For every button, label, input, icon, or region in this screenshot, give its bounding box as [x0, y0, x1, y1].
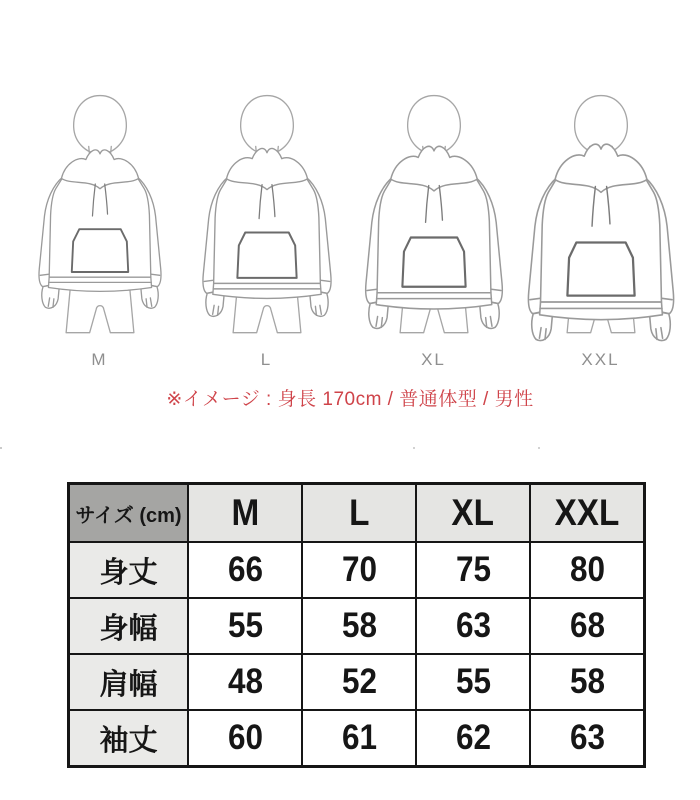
size-table-header-row [69, 484, 645, 543]
cell-body-length-xxl [530, 542, 645, 598]
figure-size-label: M [91, 350, 108, 369]
cell-value: 60 [227, 718, 263, 757]
cell-shoulder-width-l [302, 654, 416, 710]
cell-value: 63 [455, 606, 491, 645]
size-table-col-xl [416, 484, 530, 543]
figure-size-label: XL [421, 350, 446, 369]
hoodie-figure-l [183, 84, 350, 370]
cell-sleeve-length-m [188, 710, 302, 767]
table-row-body-length [69, 542, 645, 598]
cell-value: 55 [455, 662, 491, 701]
cell-value: 48 [227, 662, 263, 701]
col-label: M [231, 492, 259, 533]
row-label-body-width: 身幅 [69, 598, 189, 654]
cell-shoulder-width-m [188, 654, 302, 710]
table-row-body-width [69, 598, 645, 654]
cell-value: 55 [227, 606, 263, 645]
cell-body-length-xl [416, 542, 530, 598]
size-table-col-xxl [530, 484, 645, 543]
cell-sleeve-length-xl [416, 710, 530, 767]
hoodie-figure-xxl [517, 84, 684, 370]
hoodie-illustration-m [20, 84, 180, 348]
hoodie-figures-row [0, 0, 700, 370]
size-table-col-m [188, 484, 302, 543]
cell-body-length-l [302, 542, 416, 598]
hoodie-illustration-xxl [521, 84, 681, 348]
size-table [67, 482, 646, 768]
hoodie-illustration-xl [354, 84, 514, 348]
cell-value: 66 [227, 550, 263, 589]
cell-value: 61 [341, 718, 377, 757]
figure-size-label: XXL [581, 350, 620, 369]
cell-value: 80 [569, 550, 605, 589]
table-row-sleeve-length [69, 710, 645, 767]
cell-value: 52 [341, 662, 377, 701]
col-label: XXL [554, 492, 620, 533]
cell-value: 63 [569, 718, 605, 757]
row-label-shoulder-width: 肩幅 [69, 654, 189, 710]
cell-body-length-m [188, 542, 302, 598]
cell-value: 58 [569, 662, 605, 701]
divider-dot [538, 447, 540, 449]
hoodie-figure-xl [350, 84, 517, 370]
size-table-col-l [302, 484, 416, 543]
hoodie-illustration-l [187, 84, 347, 348]
divider-dot [413, 447, 415, 449]
hoodie-figure-m [16, 84, 183, 370]
cell-sleeve-length-l [302, 710, 416, 767]
cell-body-width-xl [416, 598, 530, 654]
figure-size-label: L [260, 350, 273, 369]
cell-value: 70 [341, 550, 377, 589]
cell-shoulder-width-xxl [530, 654, 645, 710]
cell-body-width-xxl [530, 598, 645, 654]
col-label: XL [451, 492, 495, 533]
table-row-shoulder-width [69, 654, 645, 710]
cell-sleeve-length-xxl [530, 710, 645, 767]
size-table-corner-header: サイズ (cm) [69, 484, 189, 543]
cell-body-width-m [188, 598, 302, 654]
model-info-caption: ※イメージ : 身長 170cm / 普通体型 / 男性 [166, 389, 534, 410]
col-label: L [348, 492, 370, 533]
cell-value: 68 [569, 606, 605, 645]
cell-value: 62 [455, 718, 491, 757]
row-label-sleeve-length: 袖丈 [69, 710, 189, 767]
cell-value: 58 [341, 606, 377, 645]
cell-body-width-l [302, 598, 416, 654]
row-label-body-length: 身丈 [69, 542, 189, 598]
cell-shoulder-width-xl [416, 654, 530, 710]
cell-value: 75 [455, 550, 491, 589]
divider-dot [0, 447, 2, 449]
